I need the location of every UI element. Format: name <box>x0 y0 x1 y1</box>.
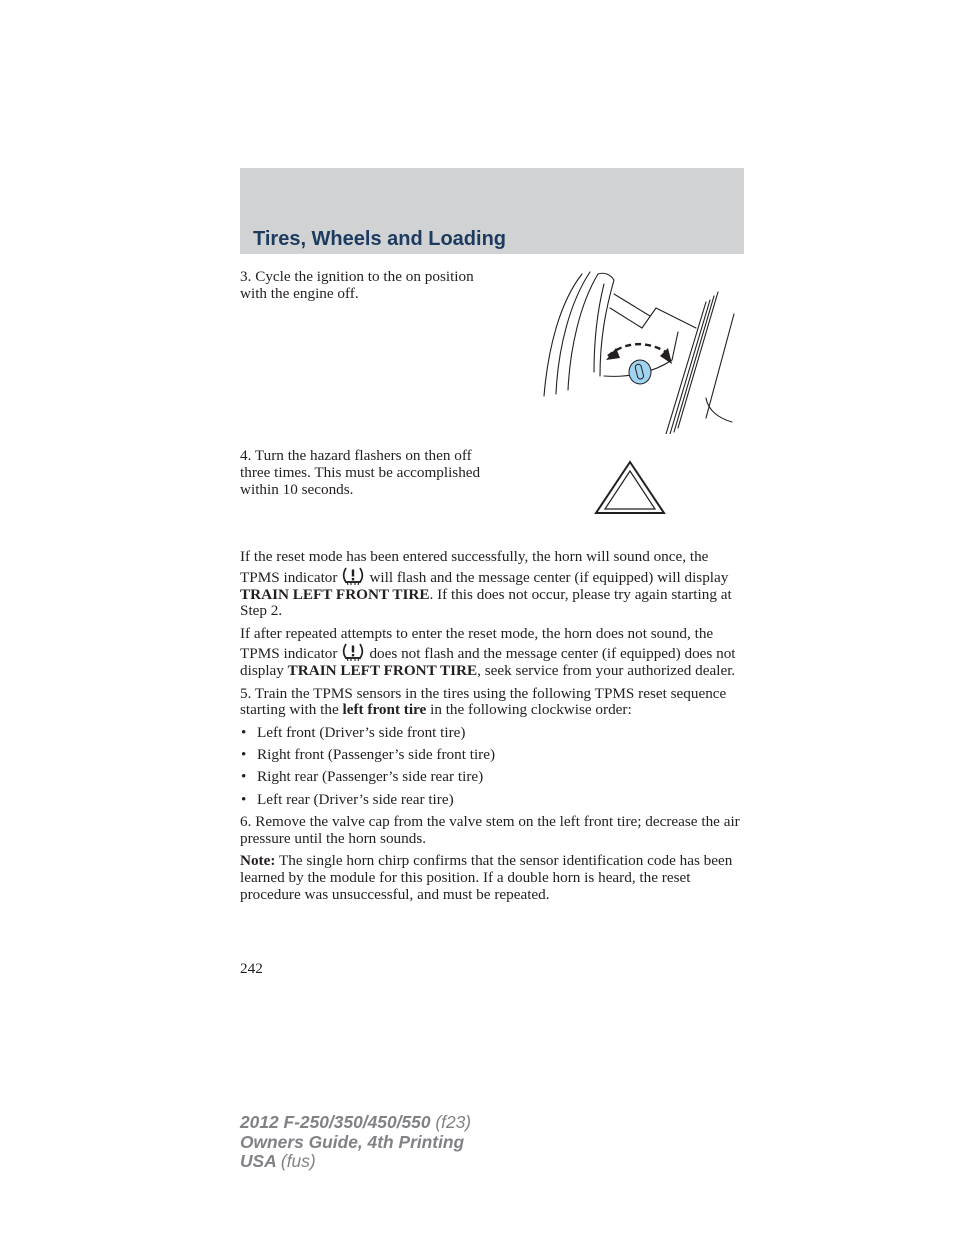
step-4-text: 4. Turn the hazard flashers on then off three times. This must be accomplished within 10 seconds. <box>240 447 481 498</box>
footer-model-line: 2012 F-250/350/450/550 (f23) <box>240 1112 472 1132</box>
step-5-paragraph: 5. Train the TPMS sensors in the tires using the following TPMS reset sequence starting with the left front tire in the following clockwise order: <box>240 684 727 719</box>
bullet-icon: • <box>241 790 247 808</box>
hazard-triangle-icon <box>594 460 666 516</box>
ignition-illustration <box>530 268 740 434</box>
instructions-body <box>240 549 746 909</box>
footer-edition-line: Owners Guide, 4th Printing <box>240 1131 465 1152</box>
bullet-icon: • <box>241 768 247 786</box>
page-number: 242 <box>240 960 263 977</box>
tire-order-list <box>240 725 746 809</box>
note-label: Note: <box>240 852 276 870</box>
list-item: • Right front (Passenger’s side front tire) <box>241 746 496 764</box>
step-6-paragraph: 6. Remove the valve cap from the valve stem on the left front tire; decrease the air pressure until the horn sounds. <box>240 813 740 848</box>
tpms-indicator-icon <box>342 642 364 662</box>
list-item: • Left front (Driver’s side front tire) <box>241 723 466 741</box>
bullet-icon: • <box>241 723 247 741</box>
section-title: Tires, Wheels and Loading <box>253 228 507 250</box>
tpms-indicator-icon <box>342 566 364 586</box>
note-paragraph: Note: The single horn chirp confirms that the sensor identification code has been learned by the module for this position. If a double horn is heard, the reset procedure was unsuccessful, and must be repeated. <box>240 852 733 903</box>
step-3-text: 3. Cycle the ignition to the on position with the engine off. <box>240 268 474 302</box>
bullet-icon: • <box>241 746 247 764</box>
list-item: • Left rear (Driver’s side rear tire) <box>241 790 454 808</box>
section-header <box>240 168 744 254</box>
document-footer <box>240 1113 471 1172</box>
reset-failure-paragraph: If after repeated attempts to enter the reset mode, the horn does not sound, the TPMS indicator does not flash and the message center (if equipped) does not display TRAIN LEFT FRONT TIRE, seek service from your authorized dealer. <box>240 624 736 680</box>
footer-market-line: USA (fus) <box>240 1151 316 1171</box>
list-item: • Right rear (Passenger’s side rear tire) <box>241 768 484 786</box>
reset-success-paragraph: If the reset mode has been entered successfully, the horn will sound once, the TPMS indicator will flash and the message center (if equipped) will display TRAIN LEFT FRONT TIRE. If this does not occur, please try again starting at Step 2. <box>240 548 732 620</box>
